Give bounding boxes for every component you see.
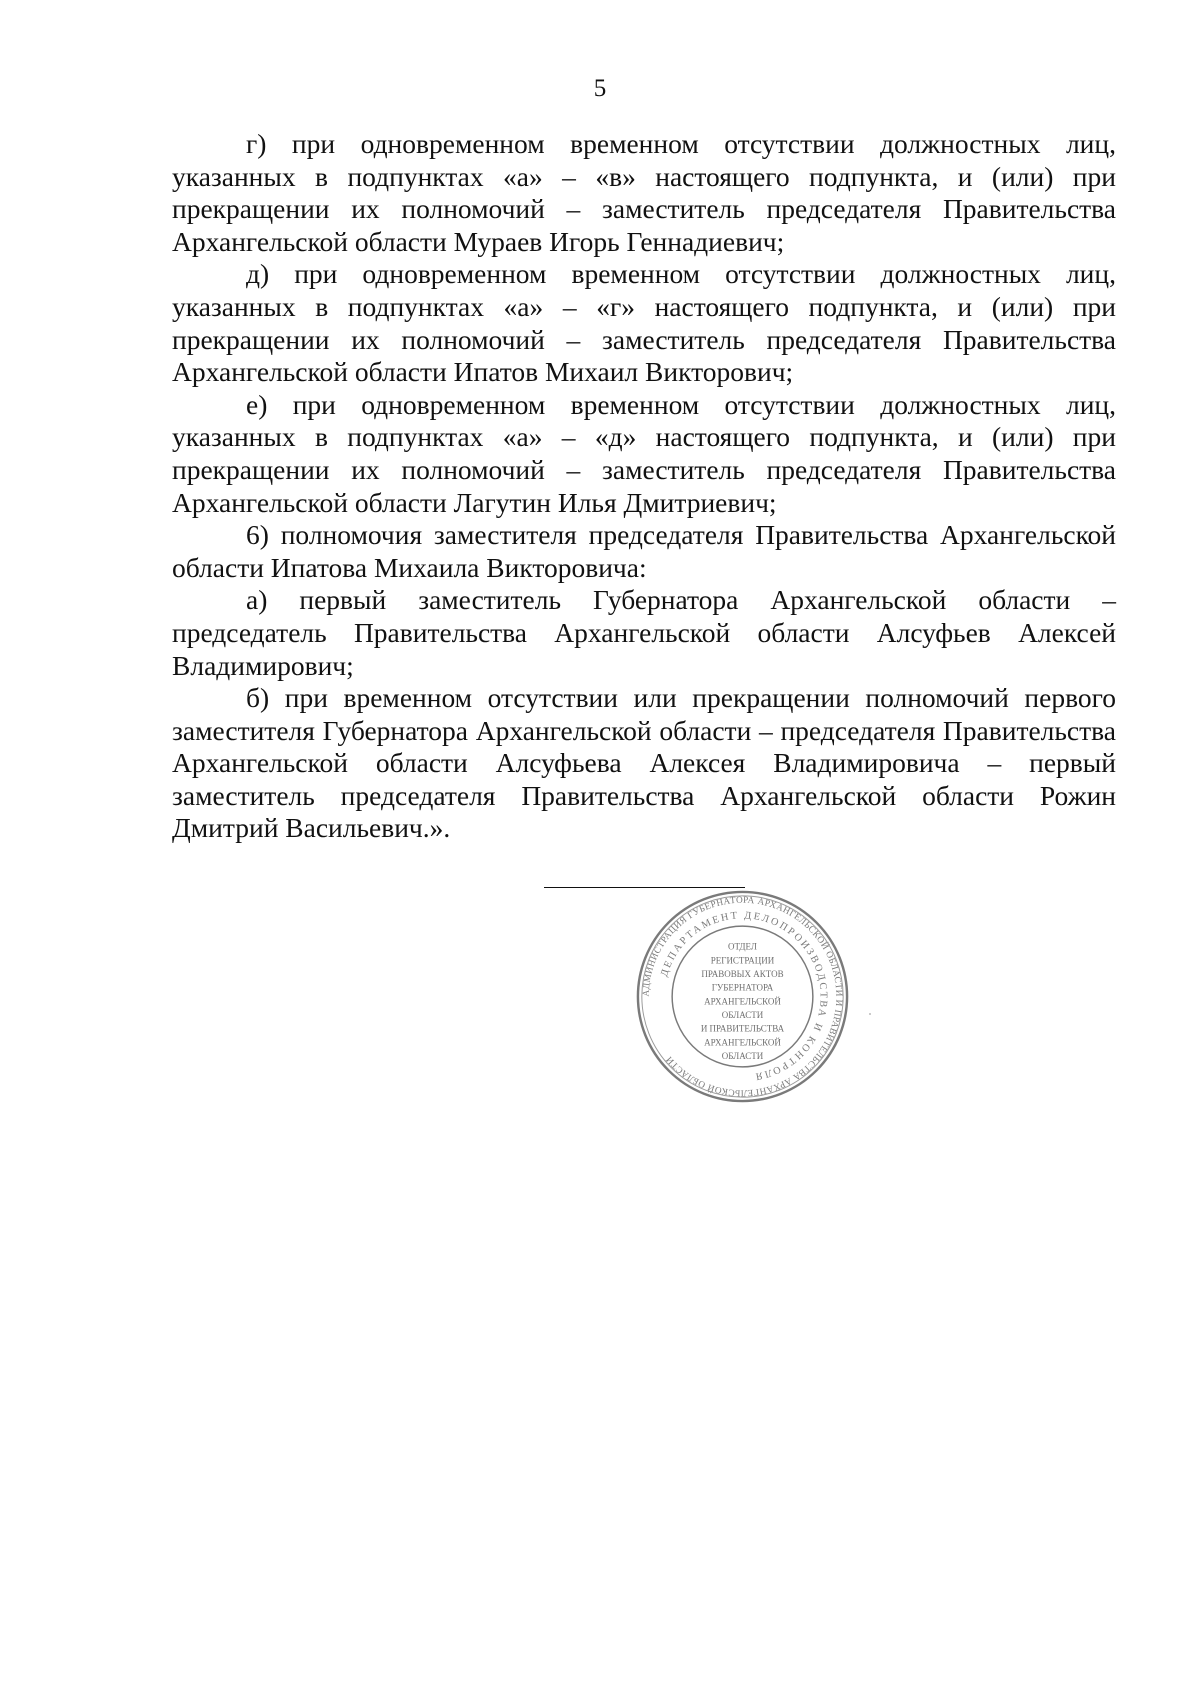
paragraph-b: б) при временном отсутствии или прекращении полномочий первого заместителя Губернатора Архангельской области – председателя Правительства Архангельской области Алсуфьева Алексея Владимировича – первый заместитель председателя Правительства Архангельской области Рожин Дмитрий Васильевич.».	[172, 682, 1116, 844]
seal-graphic	[635, 889, 850, 1104]
document-body	[172, 128, 1116, 845]
seal-line-2: РЕГИСТРАЦИИ	[710, 955, 775, 966]
page-number: 5	[593, 75, 607, 102]
seal-line-3: ПРАВОВЫХ АКТОВ	[701, 968, 784, 979]
seal-inner-text: ДЕПАРТАМЕНТ ДЕЛОПРОИЗВОДСТВА И КОНТРОЛЯ	[659, 910, 829, 1082]
seal-center-text	[701, 942, 785, 1061]
paragraph-d: д) при одновременном временном отсутствии должностных лиц, указанных в подпунктах «а» – «г» настоящего подпункта, и (или) при прекращении их полномочий – заместитель председателя Правительства Архангельской области Ипатов Михаил Викторович;	[172, 258, 1116, 388]
seal-line-9: ОБЛАСТИ	[721, 1051, 764, 1062]
seal-line-5: АРХАНГЕЛЬСКОЙ	[704, 996, 781, 1007]
seal-line-7: И ПРАВИТЕЛЬСТВА	[700, 1023, 785, 1034]
signature-line	[544, 887, 745, 888]
paragraph-6: 6) полномочия заместителя председателя Правительства Архангельской области Ипатова Михаила Викторовича:	[172, 519, 1116, 583]
paragraph-e: е) при одновременном временном отсутствии должностных лиц, указанных в подпунктах «а» – «д» настоящего подпункта, и (или) при прекращении их полномочий – заместитель председателя Правительства Архангельской области Лагутин Илья Дмитриевич;	[172, 388, 1116, 518]
seal-outer-text: АДМИНИСТРАЦИЯ ГУБЕРНАТОРА АРХАНГЕЛЬСКОЙ ОБЛАСТИ И ПРАВИТЕЛЬСТВА АРХАНГЕЛЬСКОЙ ОБЛАСТИ	[641, 895, 844, 1098]
official-seal	[635, 889, 850, 1104]
seal-line-1: ОТДЕЛ	[727, 941, 758, 952]
paragraph-g: г) при одновременном временном отсутствии должностных лиц, указанных в подпунктах «а» – «в» настоящего подпункта, и (или) при прекращении их полномочий – заместитель председателя Правительства Архангельской области Мураев Игорь Геннадиевич;	[172, 128, 1116, 257]
seal-line-8: АРХАНГЕЛЬСКОЙ	[704, 1037, 781, 1048]
paragraph-a: а) первый заместитель Губернатора Архангельской области – председатель Правительства Архангельской области Алсуфьев Алексей Владимирович;	[172, 584, 1116, 681]
seal-line-6: ОБЛАСТИ	[721, 1010, 764, 1020]
scan-speck	[869, 1013, 871, 1015]
seal-line-4: ГУБЕРНАТОРА	[711, 982, 774, 993]
